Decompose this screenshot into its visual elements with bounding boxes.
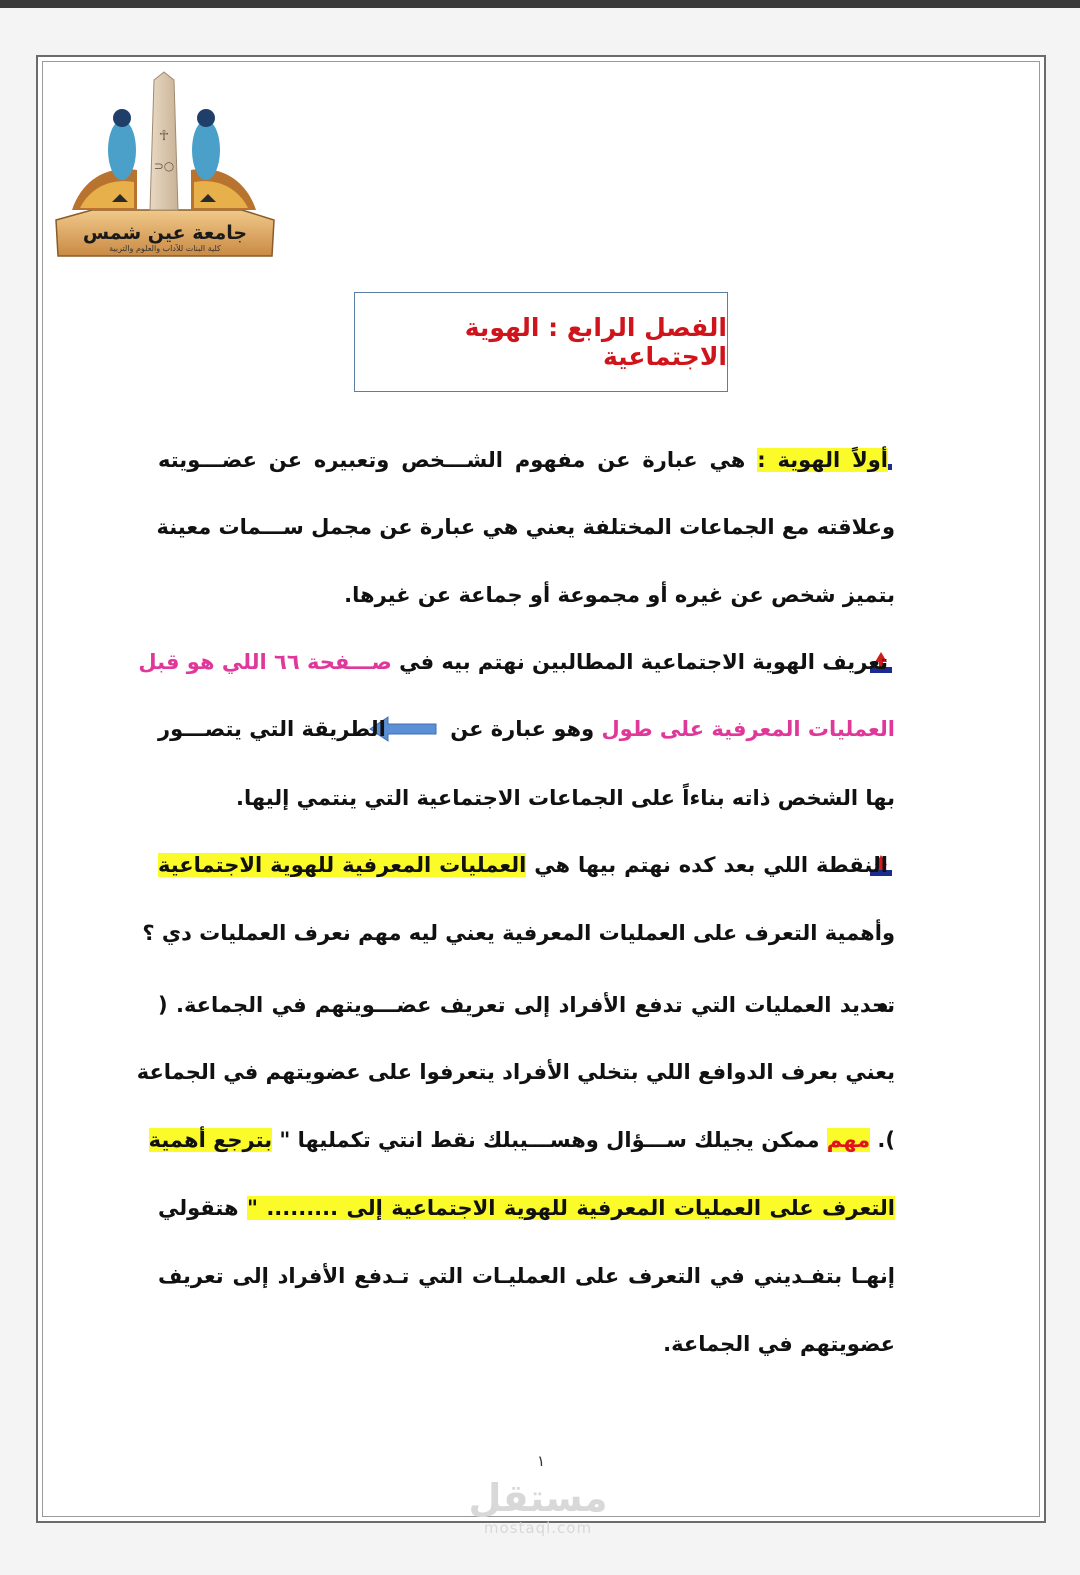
p1-line1	[158, 445, 888, 475]
watermark-site: mostaql.com	[483, 1519, 593, 1537]
chapter-title: الفصل الرابع : الهوية الاجتماعية	[464, 313, 727, 371]
p2-line2-a: العمليات المعرفية على طول	[601, 717, 895, 741]
p4-line4-b: هتقولي	[158, 1196, 239, 1220]
university-name: جامعة عين شمس	[82, 222, 248, 244]
p4-line3-a: ).	[877, 1128, 895, 1152]
p2-line1	[138, 647, 888, 677]
p4-line3-d: بترجع أهمية	[148, 1128, 273, 1152]
p2-line1-a: تعريف الهوية الاجتماعية المطالبين نهتم بيه في	[399, 650, 888, 674]
p2-line2-b: وهو عبارة عن	[450, 717, 595, 741]
p1-line1-rest: هي عبارة عن مفهوم الشـــخص وتعبيره عن عضـــويته	[158, 448, 746, 472]
p4-line5: إنهـا بتفـديني في التعرف على العمليـات التي تـدفع الأفراد إلى تعريف	[158, 1264, 895, 1288]
p2-line2-right	[450, 714, 895, 744]
page-number: ١	[536, 1452, 546, 1470]
p3-line1	[158, 850, 888, 880]
p2-line3: بها الشخص ذاته بناءاً على الجماعات الاجتماعية التي ينتمي إليها.	[235, 786, 895, 810]
p4-line4-a: التعرف على العمليات المعرفية للهوية الاجتماعية إلى ......... "	[246, 1196, 895, 1220]
chapter-title-box	[354, 292, 728, 392]
p4-important: مهم	[826, 1128, 871, 1152]
p1-line3: بتميز شخص عن غيره أو مجموعة أو جماعة عن غيرها.	[344, 583, 895, 607]
top-bar	[0, 0, 1080, 8]
svg-text:⊃○: ⊃○	[153, 159, 175, 173]
p4-line2: يعني بعرف الدوافع اللي بتخلي الأفراد يتعرفوا على عضويتهم في الجماعة	[136, 1060, 895, 1084]
p2-line2-left: الطريقة التي يتصـــور	[158, 717, 386, 741]
p4-line1: تحديد العمليات التي تدفع الأفراد إلى تعريف عضـــويتهم في الجماعة. (	[158, 993, 895, 1017]
p2-page-ref: صـــفحة ٦٦ اللي هو قبل	[138, 650, 392, 674]
p3-line1-a: النقطة اللي بعد كده نهتم بيها هي	[534, 853, 889, 877]
watermark-brand: مستقل	[468, 1476, 608, 1520]
svg-text:☥: ☥	[158, 128, 170, 144]
p1-line2: وعلاقته مع الجماعات المختلفة يعني هي عبارة عن مجمل ســـمات معينة	[156, 515, 895, 539]
p4-line3-c: ممكن يجيلك ســـؤال وهســـيبلك نقط انتي تكمليها "	[279, 1128, 820, 1152]
p4-line6: عضويتهم في الجماعة.	[663, 1332, 895, 1356]
faculty-name: كلية البنات للآداب والعلوم والتربية	[109, 244, 221, 253]
p3-highlight: العمليات المعرفية للهوية الاجتماعية	[158, 853, 527, 877]
p1-label: أولاً الهوية :	[757, 448, 888, 472]
p4-line4	[158, 1193, 895, 1223]
p4-line3	[148, 1125, 895, 1155]
p3-line2: وأهمية التعرف على العمليات المعرفية يعني ليه مهم نعرف العمليات دي ؟	[142, 921, 895, 945]
